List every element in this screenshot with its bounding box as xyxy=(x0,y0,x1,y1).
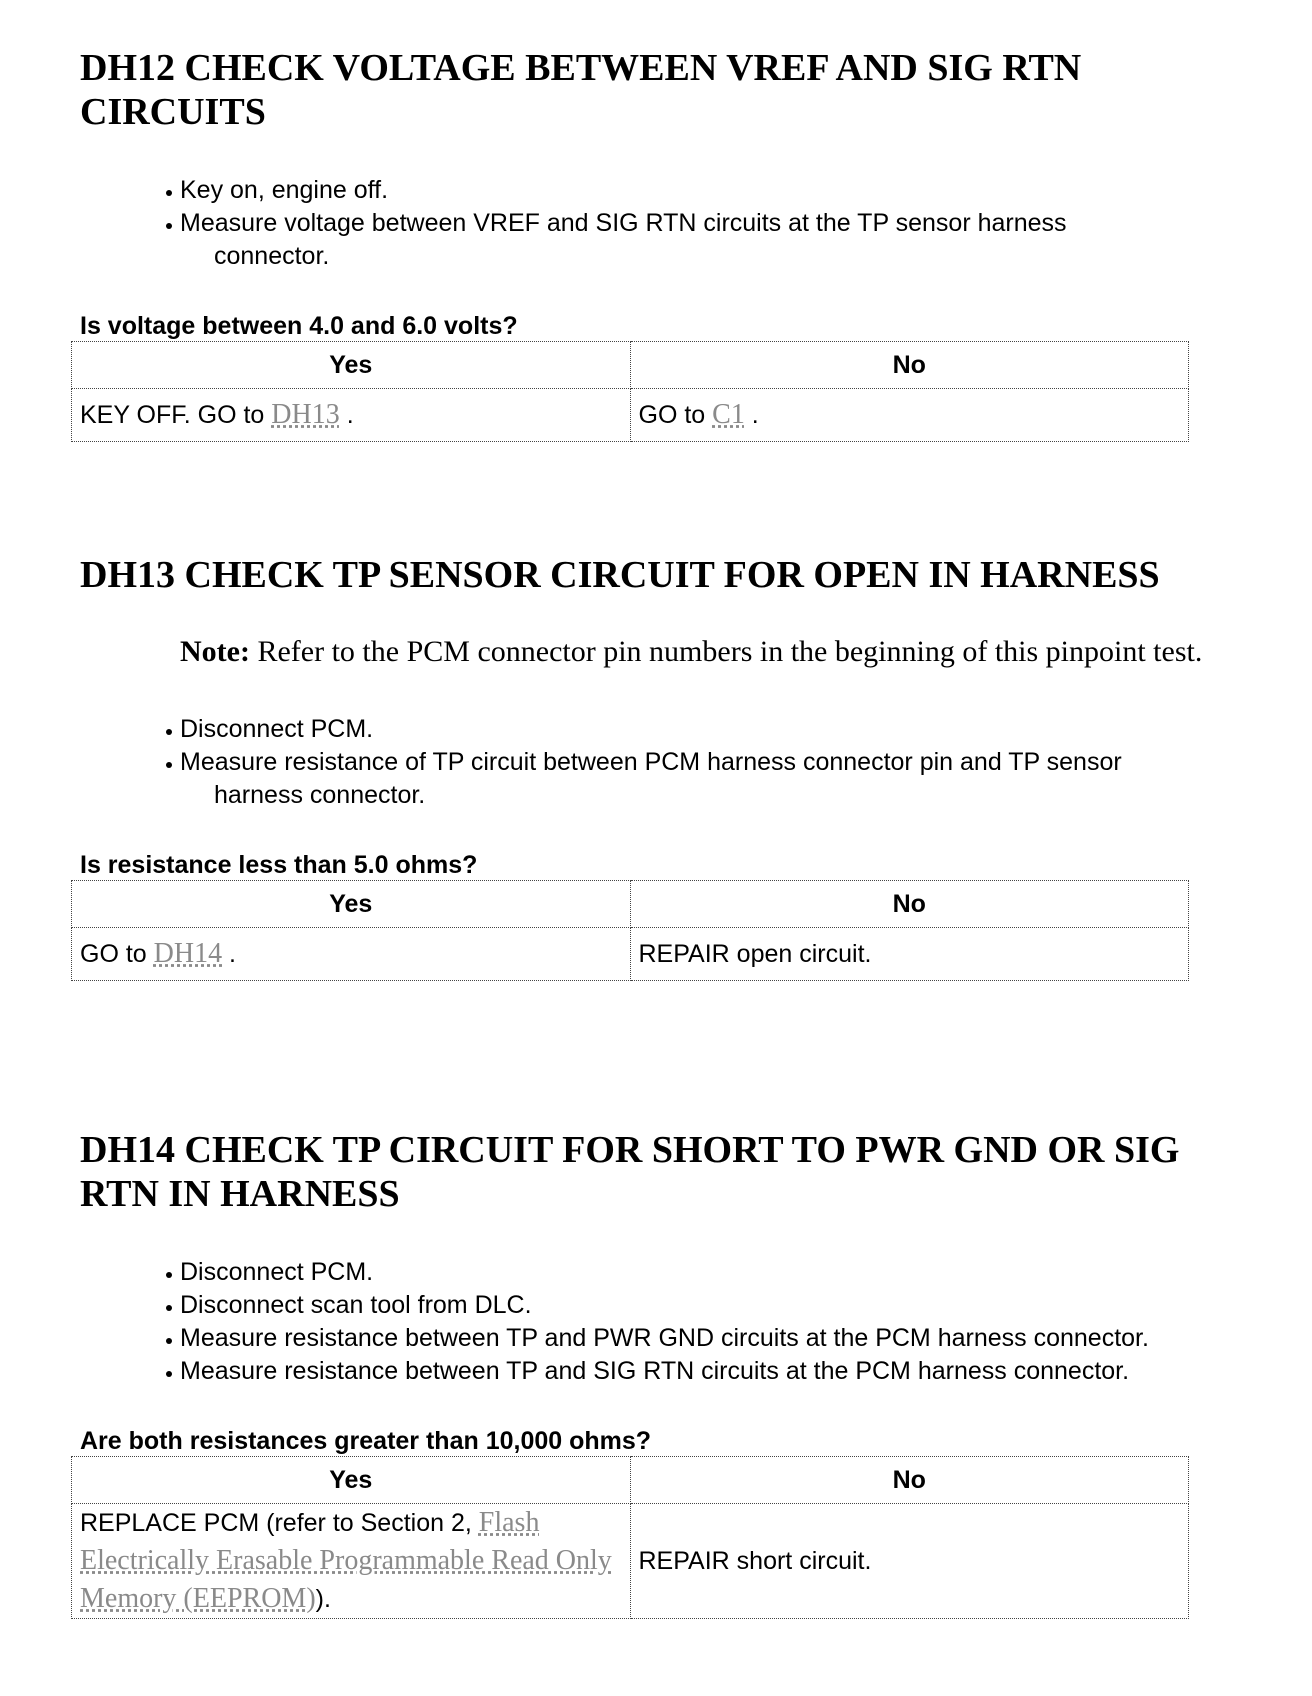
no-header: No xyxy=(630,1457,1189,1504)
no-header: No xyxy=(630,881,1189,928)
no-cell: REPAIR open circuit. xyxy=(630,928,1189,981)
link-flash-eeprom[interactable]: Flash Electrically Erasable Programmable Read Only Memory (EEPROM) xyxy=(80,1507,612,1614)
question: Are both resistances greater than 10,000 ohms? xyxy=(80,1427,652,1455)
step-list xyxy=(80,713,1240,812)
section-title: DH12 CHECK VOLTAGE BETWEEN VREF AND SIG RTN CIRCUITS xyxy=(80,47,1082,133)
yes-header: Yes xyxy=(72,1457,631,1504)
note xyxy=(80,633,1240,671)
section-title: DH13 CHECK TP SENSOR CIRCUIT FOR OPEN IN HARNESS xyxy=(80,554,1160,596)
section-title: DH14 CHECK TP CIRCUIT FOR SHORT TO PWR GND OR SIG RTN IN HARNESS xyxy=(80,1129,1180,1215)
section-dh12 xyxy=(80,46,1240,442)
result-table xyxy=(71,1456,1189,1619)
step-list xyxy=(80,1256,1240,1388)
step-item: Disconnect PCM. xyxy=(160,713,1240,746)
no-cell: GO to C1 . xyxy=(630,389,1189,442)
step-item: Measure resistance between TP and PWR GND circuits at the PCM harness connector. xyxy=(160,1322,1240,1355)
yes-cell: KEY OFF. GO to DH13 . xyxy=(72,389,631,442)
yes-cell: GO to DH14 . xyxy=(72,928,631,981)
step-item: Key on, engine off. xyxy=(160,174,1240,207)
step-item: Measure resistance between TP and SIG RTN circuits at the PCM harness connector. xyxy=(160,1355,1240,1388)
note-label: Note: xyxy=(180,635,250,668)
section-dh14 xyxy=(80,1128,1240,1619)
yes-cell: REPLACE PCM (refer to Section 2, Flash Electrically Erasable Programmable Read Only Memory (EEPROM)). xyxy=(72,1504,631,1619)
step-list xyxy=(80,174,1240,273)
question: Is resistance less than 5.0 ohms? xyxy=(80,851,478,879)
note-text: Refer to the PCM connector pin numbers in the beginning of this pinpoint test. xyxy=(257,635,1203,668)
step-item: Measure voltage between VREF and SIG RTN circuits at the TP sensor harness connector. xyxy=(160,207,1240,273)
link-dh13[interactable]: DH13 xyxy=(271,399,340,430)
step-item: Measure resistance of TP circuit between PCM harness connector pin and TP sensor harness connector. xyxy=(160,746,1240,812)
step-item: Disconnect scan tool from DLC. xyxy=(160,1289,1240,1322)
yes-header: Yes xyxy=(72,881,631,928)
link-c1[interactable]: C1 xyxy=(712,399,745,430)
result-table xyxy=(71,880,1189,981)
step-item: Disconnect PCM. xyxy=(160,1256,1240,1289)
section-dh13 xyxy=(80,553,1240,981)
no-cell: REPAIR short circuit. xyxy=(630,1504,1189,1619)
result-table xyxy=(71,341,1189,442)
no-header: No xyxy=(630,342,1189,389)
yes-header: Yes xyxy=(72,342,631,389)
question: Is voltage between 4.0 and 6.0 volts? xyxy=(80,312,518,340)
link-dh14[interactable]: DH14 xyxy=(153,938,223,969)
